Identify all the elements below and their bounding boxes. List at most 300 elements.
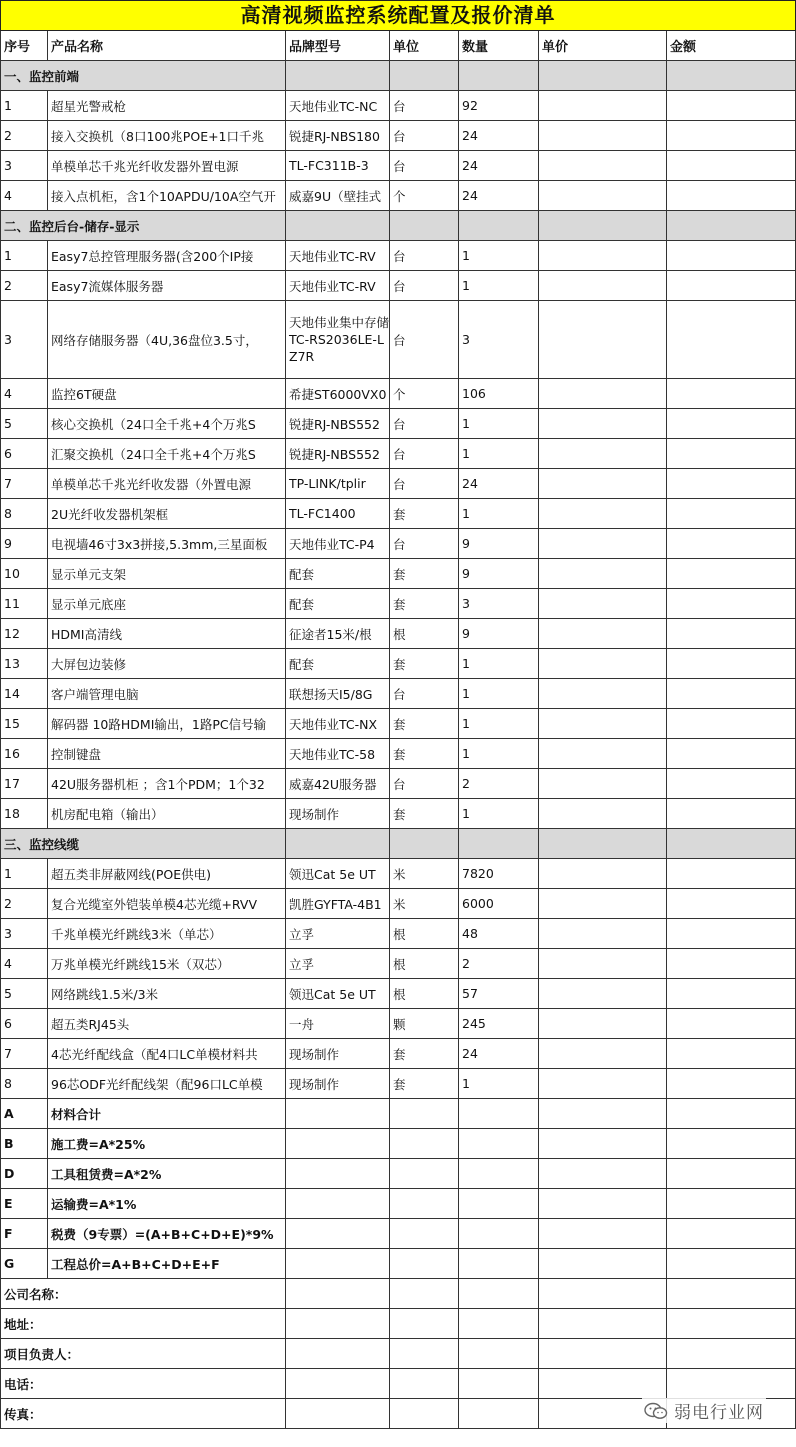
row-number: 1 <box>0 241 48 271</box>
info-empty-cell <box>286 1309 390 1339</box>
unit-price <box>539 439 667 469</box>
row-number: 4 <box>0 379 48 409</box>
table-row <box>0 949 796 979</box>
brand-model: 立孚 <box>286 949 390 979</box>
section-row <box>0 61 796 91</box>
totals-empty-cell <box>390 1189 459 1219</box>
section-empty-cell <box>667 211 796 241</box>
table-row <box>0 301 796 379</box>
unit: 米 <box>390 889 459 919</box>
amount <box>667 799 796 829</box>
column-header: 产品名称 <box>48 31 286 61</box>
unit: 台 <box>390 439 459 469</box>
row-number: 8 <box>0 1069 48 1099</box>
row-number: 4 <box>0 949 48 979</box>
quantity: 2 <box>459 949 539 979</box>
product-name: 网络存储服务器（4U,36盘位3.5寸， <box>48 301 286 379</box>
unit: 台 <box>390 121 459 151</box>
totals-empty-cell <box>667 1099 796 1129</box>
totals-empty-cell <box>667 1129 796 1159</box>
amount <box>667 619 796 649</box>
totals-empty-cell <box>667 1159 796 1189</box>
info-label: 传真： <box>0 1399 286 1429</box>
table-body <box>0 61 796 1429</box>
amount <box>667 271 796 301</box>
info-label: 地址： <box>0 1309 286 1339</box>
quantity: 1 <box>459 799 539 829</box>
amount <box>667 379 796 409</box>
unit-price <box>539 91 667 121</box>
info-row <box>0 1279 796 1309</box>
product-name: 2U光纤收发器机架框 <box>48 499 286 529</box>
unit: 台 <box>390 151 459 181</box>
unit: 根 <box>390 619 459 649</box>
section-empty-cell <box>390 61 459 91</box>
quantity: 24 <box>459 121 539 151</box>
brand-model: 凯胜GYFTA-4B1 <box>286 889 390 919</box>
quantity: 92 <box>459 91 539 121</box>
table-row <box>0 589 796 619</box>
info-empty-cell <box>667 1279 796 1309</box>
watermark-text: 弱电行业网 <box>674 1403 764 1423</box>
brand-model: 天地伟业集中存储TC-RS2036LE-LZ7R <box>286 301 390 379</box>
quantity: 1 <box>459 739 539 769</box>
wechat-icon <box>644 1402 668 1420</box>
amount <box>667 121 796 151</box>
table-row <box>0 679 796 709</box>
table-row <box>0 1039 796 1069</box>
brand-model: 天地伟业TC-P4 <box>286 529 390 559</box>
unit: 套 <box>390 799 459 829</box>
brand-model: TL-FC311B-3 <box>286 151 390 181</box>
unit: 套 <box>390 499 459 529</box>
row-number: 17 <box>0 769 48 799</box>
info-label: 公司名称： <box>0 1279 286 1309</box>
info-label: 电话： <box>0 1369 286 1399</box>
totals-empty-cell <box>286 1129 390 1159</box>
product-name: HDMI高清线 <box>48 619 286 649</box>
product-name: 复合光缆室外铠装单模4芯光缆+RVV <box>48 889 286 919</box>
totals-label: 材料合计 <box>48 1099 286 1129</box>
quantity: 1 <box>459 679 539 709</box>
brand-model: 配套 <box>286 649 390 679</box>
info-empty-cell <box>539 1369 667 1399</box>
quantity: 24 <box>459 469 539 499</box>
amount <box>667 241 796 271</box>
info-empty-cell <box>286 1279 390 1309</box>
unit: 台 <box>390 469 459 499</box>
quantity: 48 <box>459 919 539 949</box>
info-label: 项目负责人： <box>0 1339 286 1369</box>
product-name: 显示单元支架 <box>48 559 286 589</box>
table-row <box>0 979 796 1009</box>
totals-empty-cell <box>459 1129 539 1159</box>
totals-code: A <box>0 1099 48 1129</box>
amount <box>667 559 796 589</box>
unit-price <box>539 979 667 1009</box>
unit-price <box>539 709 667 739</box>
brand-model: TL-FC1400 <box>286 499 390 529</box>
unit-price <box>539 769 667 799</box>
quantity: 1 <box>459 271 539 301</box>
totals-empty-cell <box>459 1219 539 1249</box>
row-number: 5 <box>0 979 48 1009</box>
info-empty-cell <box>390 1309 459 1339</box>
amount <box>667 769 796 799</box>
amount <box>667 301 796 379</box>
section-label: 三、监控线缆 <box>0 829 286 859</box>
unit: 个 <box>390 379 459 409</box>
quantity: 24 <box>459 1039 539 1069</box>
unit: 根 <box>390 949 459 979</box>
totals-empty-cell <box>390 1219 459 1249</box>
totals-empty-cell <box>459 1099 539 1129</box>
brand-model: 天地伟业TC-RV <box>286 241 390 271</box>
totals-empty-cell <box>667 1189 796 1219</box>
row-number: 18 <box>0 799 48 829</box>
quantity: 106 <box>459 379 539 409</box>
unit-price <box>539 241 667 271</box>
unit: 台 <box>390 679 459 709</box>
row-number: 3 <box>0 301 48 379</box>
info-empty-cell <box>667 1339 796 1369</box>
totals-code: F <box>0 1219 48 1249</box>
table-row <box>0 799 796 829</box>
amount <box>667 679 796 709</box>
unit: 台 <box>390 271 459 301</box>
brand-model: 配套 <box>286 589 390 619</box>
totals-code: G <box>0 1249 48 1279</box>
unit-price <box>539 1009 667 1039</box>
section-empty-cell <box>667 61 796 91</box>
quantity: 1 <box>459 241 539 271</box>
section-empty-cell <box>286 211 390 241</box>
unit: 台 <box>390 409 459 439</box>
quantity: 1 <box>459 1069 539 1099</box>
table-row <box>0 1069 796 1099</box>
amount <box>667 979 796 1009</box>
unit-price <box>539 949 667 979</box>
totals-empty-cell <box>286 1159 390 1189</box>
quantity: 245 <box>459 1009 539 1039</box>
totals-code: D <box>0 1159 48 1189</box>
unit-price <box>539 859 667 889</box>
product-name: 超五类RJ45头 <box>48 1009 286 1039</box>
amount <box>667 91 796 121</box>
watermark <box>642 1398 766 1423</box>
amount <box>667 1039 796 1069</box>
section-row <box>0 829 796 859</box>
column-header: 品牌型号 <box>286 31 390 61</box>
brand-model: 征途者15米/根 <box>286 619 390 649</box>
brand-model: 天地伟业TC-58 <box>286 739 390 769</box>
amount <box>667 409 796 439</box>
totals-empty-cell <box>539 1219 667 1249</box>
unit: 根 <box>390 979 459 1009</box>
unit-price <box>539 739 667 769</box>
amount <box>667 469 796 499</box>
brand-model: 立孚 <box>286 919 390 949</box>
row-number: 1 <box>0 859 48 889</box>
unit-price <box>539 1069 667 1099</box>
unit: 台 <box>390 91 459 121</box>
totals-code: E <box>0 1189 48 1219</box>
column-header: 金额 <box>667 31 796 61</box>
row-number: 7 <box>0 1039 48 1069</box>
unit: 套 <box>390 709 459 739</box>
product-name: 网络跳线1.5米/3米 <box>48 979 286 1009</box>
quantity: 7820 <box>459 859 539 889</box>
unit-price <box>539 679 667 709</box>
totals-row <box>0 1189 796 1219</box>
brand-model: 配套 <box>286 559 390 589</box>
row-number: 15 <box>0 709 48 739</box>
brand-model: 锐捷RJ-NBS552 <box>286 409 390 439</box>
unit-price <box>539 121 667 151</box>
table-row <box>0 499 796 529</box>
table-row <box>0 769 796 799</box>
quantity: 9 <box>459 619 539 649</box>
totals-empty-cell <box>459 1249 539 1279</box>
column-header: 单价 <box>539 31 667 61</box>
unit-price <box>539 379 667 409</box>
row-number: 5 <box>0 409 48 439</box>
product-name: 超星光警戒枪 <box>48 91 286 121</box>
product-name: 解码器 10路HDMI输出，1路PC信号输 <box>48 709 286 739</box>
unit: 台 <box>390 241 459 271</box>
table-row <box>0 859 796 889</box>
totals-empty-cell <box>539 1159 667 1189</box>
row-number: 10 <box>0 559 48 589</box>
unit-price <box>539 619 667 649</box>
unit-price <box>539 889 667 919</box>
product-name: 96芯ODF光纤配线架（配96口LC单模 <box>48 1069 286 1099</box>
product-name: 显示单元底座 <box>48 589 286 619</box>
quantity: 2 <box>459 769 539 799</box>
amount <box>667 919 796 949</box>
totals-empty-cell <box>286 1189 390 1219</box>
unit: 台 <box>390 769 459 799</box>
totals-label: 施工费=A*25% <box>48 1129 286 1159</box>
info-empty-cell <box>286 1399 390 1429</box>
totals-row <box>0 1219 796 1249</box>
unit: 套 <box>390 739 459 769</box>
table-row <box>0 649 796 679</box>
unit: 颗 <box>390 1009 459 1039</box>
unit: 套 <box>390 1039 459 1069</box>
unit-price <box>539 151 667 181</box>
row-number: 6 <box>0 439 48 469</box>
brand-model: 威嘉42U服务器 <box>286 769 390 799</box>
row-number: 16 <box>0 739 48 769</box>
totals-empty-cell <box>459 1189 539 1219</box>
product-name: 单模单芯千兆光纤收发器（外置电源 <box>48 469 286 499</box>
product-name: Easy7总控管理服务器(含200个IP接 <box>48 241 286 271</box>
amount <box>667 949 796 979</box>
sheet-title: 高清视频监控系统配置及报价清单 <box>0 0 796 31</box>
product-name: 核心交换机（24口全千兆+4个万兆S <box>48 409 286 439</box>
totals-empty-cell <box>539 1189 667 1219</box>
row-number: 3 <box>0 919 48 949</box>
table-row <box>0 439 796 469</box>
table-row <box>0 709 796 739</box>
section-empty-cell <box>286 829 390 859</box>
unit-price <box>539 271 667 301</box>
header-row <box>0 31 796 61</box>
brand-model: 领迅Cat 5e UT <box>286 979 390 1009</box>
totals-label: 工程总价=A+B+C+D+E+F <box>48 1249 286 1279</box>
brand-model: 天地伟业TC-NX <box>286 709 390 739</box>
row-number: 14 <box>0 679 48 709</box>
totals-row <box>0 1129 796 1159</box>
table-row <box>0 409 796 439</box>
row-number: 11 <box>0 589 48 619</box>
table-row <box>0 271 796 301</box>
row-number: 9 <box>0 529 48 559</box>
row-number: 2 <box>0 271 48 301</box>
totals-label: 工具租赁费=A*2% <box>48 1159 286 1189</box>
section-empty-cell <box>459 829 539 859</box>
totals-empty-cell <box>667 1249 796 1279</box>
quantity: 6000 <box>459 889 539 919</box>
info-row <box>0 1369 796 1399</box>
product-name: 电视墙46寸3x3拼接,5.3mm,三星面板 <box>48 529 286 559</box>
unit-price <box>539 589 667 619</box>
info-empty-cell <box>667 1309 796 1339</box>
totals-empty-cell <box>390 1099 459 1129</box>
table-row <box>0 241 796 271</box>
unit-price <box>539 409 667 439</box>
table-row <box>0 529 796 559</box>
unit-price <box>539 529 667 559</box>
info-empty-cell <box>390 1339 459 1369</box>
totals-empty-cell <box>539 1129 667 1159</box>
info-empty-cell <box>539 1309 667 1339</box>
quantity: 1 <box>459 499 539 529</box>
unit-price <box>539 649 667 679</box>
quantity: 3 <box>459 301 539 379</box>
totals-empty-cell <box>459 1159 539 1189</box>
table-row <box>0 121 796 151</box>
product-name: 单模单芯千兆光纤收发器外置电源 <box>48 151 286 181</box>
quantity: 9 <box>459 559 539 589</box>
unit-price <box>539 559 667 589</box>
product-name: 大屏包边装修 <box>48 649 286 679</box>
unit-price <box>539 919 667 949</box>
totals-code: B <box>0 1129 48 1159</box>
totals-label: 税费（9专票）=(A+B+C+D+E)*9% <box>48 1219 286 1249</box>
section-empty-cell <box>286 61 390 91</box>
amount <box>667 589 796 619</box>
info-empty-cell <box>390 1279 459 1309</box>
amount <box>667 529 796 559</box>
totals-empty-cell <box>539 1249 667 1279</box>
info-empty-cell <box>459 1339 539 1369</box>
quantity: 1 <box>459 709 539 739</box>
unit-price <box>539 499 667 529</box>
info-empty-cell <box>286 1369 390 1399</box>
info-empty-cell <box>459 1369 539 1399</box>
table-row <box>0 619 796 649</box>
amount <box>667 739 796 769</box>
amount <box>667 1009 796 1039</box>
table-row <box>0 379 796 409</box>
unit: 台 <box>390 301 459 379</box>
row-number: 3 <box>0 151 48 181</box>
section-empty-cell <box>459 61 539 91</box>
section-empty-cell <box>667 829 796 859</box>
totals-empty-cell <box>286 1219 390 1249</box>
amount <box>667 859 796 889</box>
totals-empty-cell <box>286 1099 390 1129</box>
table-row <box>0 469 796 499</box>
totals-empty-cell <box>667 1219 796 1249</box>
row-number: 2 <box>0 889 48 919</box>
amount <box>667 181 796 211</box>
totals-label: 运输费=A*1% <box>48 1189 286 1219</box>
section-empty-cell <box>539 829 667 859</box>
product-name: 机房配电箱（输出） <box>48 799 286 829</box>
product-name: 客户端管理电脑 <box>48 679 286 709</box>
unit-price <box>539 799 667 829</box>
amount <box>667 709 796 739</box>
quantity: 3 <box>459 589 539 619</box>
table-row <box>0 91 796 121</box>
brand-model: 现场制作 <box>286 1069 390 1099</box>
column-header: 单位 <box>390 31 459 61</box>
section-empty-cell <box>390 829 459 859</box>
brand-model: 希捷ST6000VX0 <box>286 379 390 409</box>
quantity: 24 <box>459 151 539 181</box>
row-number: 7 <box>0 469 48 499</box>
row-number: 2 <box>0 121 48 151</box>
totals-row <box>0 1099 796 1129</box>
quantity: 1 <box>459 649 539 679</box>
info-empty-cell <box>539 1279 667 1309</box>
section-row <box>0 211 796 241</box>
unit: 套 <box>390 1069 459 1099</box>
product-name: 4芯光纤配线盒（配4口LC单模材料共 <box>48 1039 286 1069</box>
info-empty-cell <box>539 1339 667 1369</box>
brand-model: 现场制作 <box>286 799 390 829</box>
quantity: 57 <box>459 979 539 1009</box>
amount <box>667 649 796 679</box>
column-header: 序号 <box>0 31 48 61</box>
unit: 套 <box>390 559 459 589</box>
totals-row <box>0 1249 796 1279</box>
brand-model: 领迅Cat 5e UT <box>286 859 390 889</box>
table-row <box>0 559 796 589</box>
brand-model: 锐捷RJ-NBS180 <box>286 121 390 151</box>
unit: 套 <box>390 589 459 619</box>
table-row <box>0 1009 796 1039</box>
unit: 个 <box>390 181 459 211</box>
product-name: 接入点机柜，含1个10APDU/10A空气开 <box>48 181 286 211</box>
info-row <box>0 1309 796 1339</box>
amount <box>667 889 796 919</box>
brand-model: 锐捷RJ-NBS552 <box>286 439 390 469</box>
quantity: 9 <box>459 529 539 559</box>
totals-empty-cell <box>390 1159 459 1189</box>
brand-model: 现场制作 <box>286 1039 390 1069</box>
brand-model: 威嘉9U（壁挂式 <box>286 181 390 211</box>
info-row <box>0 1339 796 1369</box>
section-label: 二、监控后台-储存-显示 <box>0 211 286 241</box>
table-row <box>0 889 796 919</box>
info-empty-cell <box>390 1399 459 1429</box>
totals-row <box>0 1159 796 1189</box>
brand-model: 一舟 <box>286 1009 390 1039</box>
